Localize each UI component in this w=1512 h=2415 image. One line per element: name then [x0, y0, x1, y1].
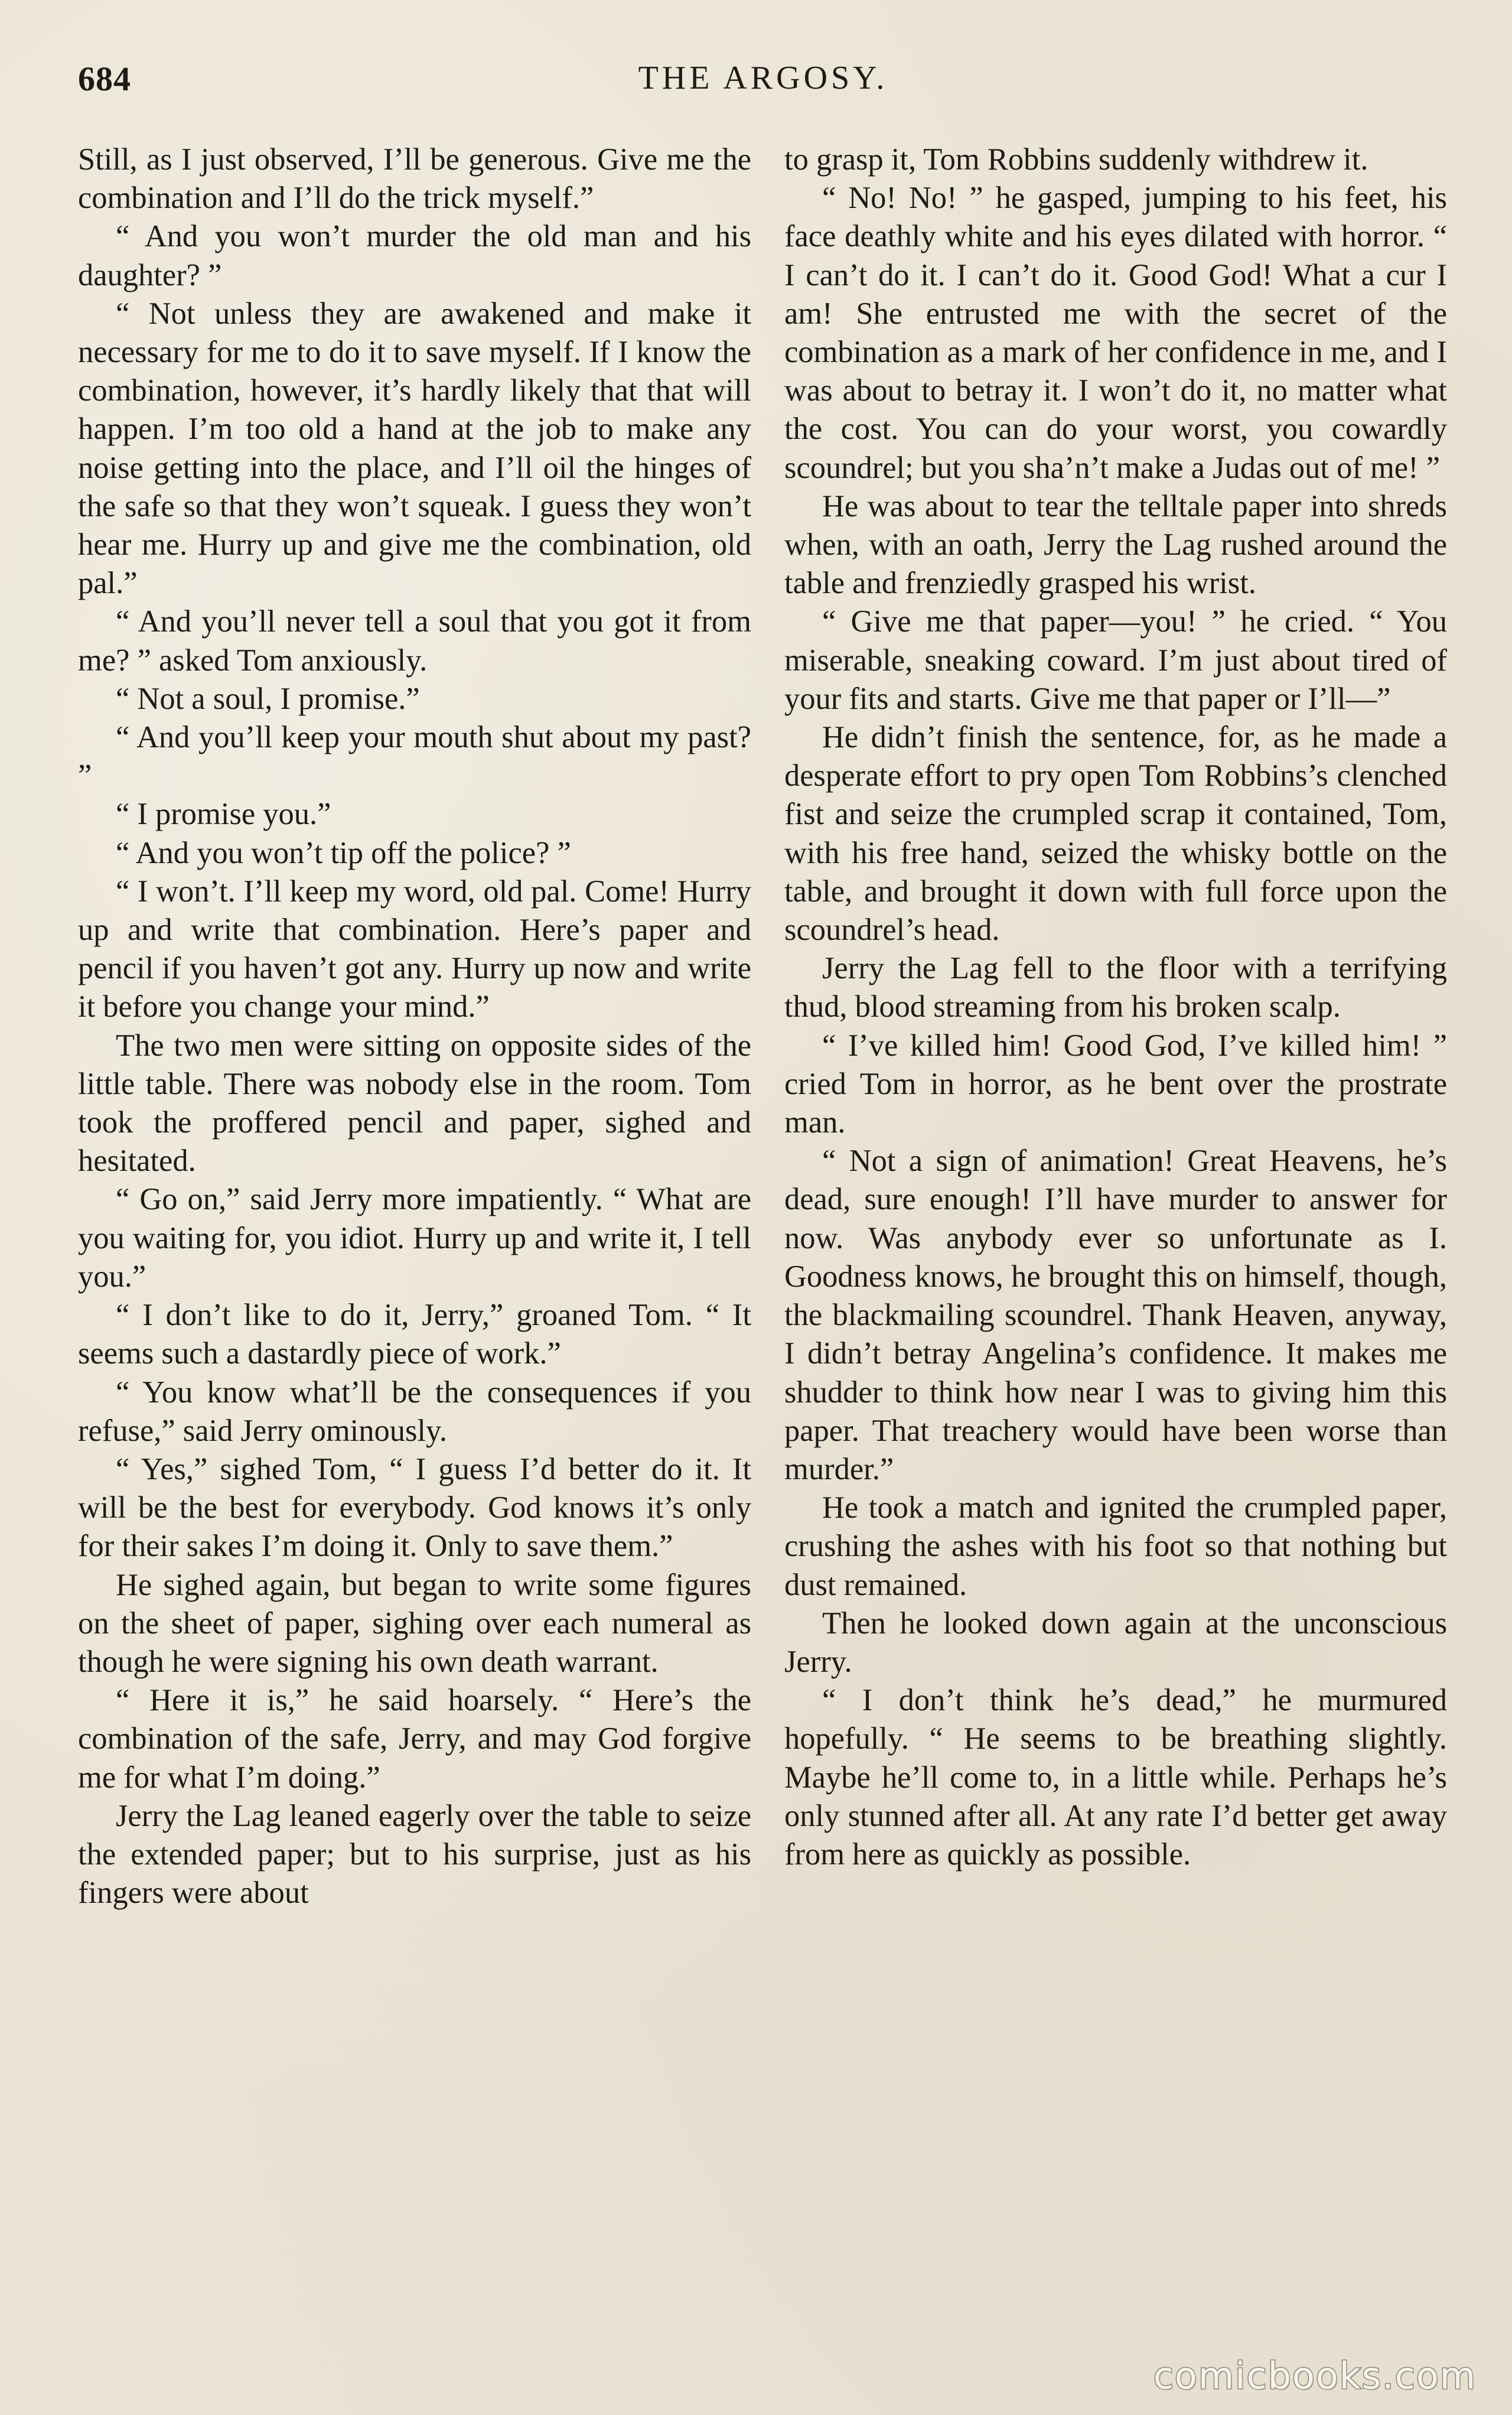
paragraph: He took a match and ignited the crumpled paper, crushing the ashes with his foot so that nothing but dust remained. — [784, 1490, 1447, 1602]
paragraph: “ And you won’t tip off the police? ” — [116, 835, 571, 870]
page-header — [78, 59, 1448, 112]
paragraph: “ And you’ll keep your mouth shut about my past? ” — [78, 720, 751, 793]
paragraph: “ Give me that paper—you! ” he cried. “ You miserable, sneaking coward. I’m just about tired of your fits and starts. Give me that paper or I’ll—” — [784, 604, 1447, 716]
paragraph: “ Yes,” sighed Tom, “ I guess I’d better do it. It will be the best for everybody. God knows it’s only for their sakes I’m doing it. Only to save them.” — [78, 1451, 751, 1564]
paragraph: “ I won’t. I’ll keep my word, old pal. Come! Hurry up and write that combination. Here’s paper and pencil if you haven’t got any. Hurry up now and write it before you change your mind.” — [78, 874, 751, 1024]
paragraph: “ Go on,” said Jerry more impatiently. “ What are you waiting for, you idiot. Hurry up and write it, I tell you.” — [78, 1182, 751, 1294]
paragraph: He sighed again, but began to write some figures on the sheet of paper, sighing over each numeral as though he were signing his own death warrant. — [78, 1567, 751, 1679]
paragraph: The two men were sitting on opposite sides of the little table. There was nobody else in the room. Tom took the proffered pencil and paper, sighed and hesitated. — [78, 1028, 751, 1179]
paragraph: “ I promise you.” — [116, 797, 331, 832]
paragraph: “ You know what’ll be the consequences if you refuse,” said Jerry ominously. — [78, 1375, 751, 1448]
paragraph: Jerry the Lag fell to the floor with a terrifying thud, blood streaming from his broken scalp. — [784, 951, 1447, 1024]
paragraph: Still, as I just observed, I’ll be generous. Give me the combination and I’ll do the trick myself.” — [78, 142, 751, 216]
paragraph: “ Not a sign of animation! Great Heavens, he’s dead, sure enough! I’ll have murder to answer for now. Was anybody ever so unfortunate as I. Goodness knows, he brought this on himself, though, the blackmailing scoundrel. Thank Heaven, anyway, I didn’t betray Angelina’s confidence. It makes me shudder to think how near I was to giving him this paper. That treachery would have been worse than murder.” — [784, 1144, 1447, 1486]
watermark-logo: comicbooks.com — [1153, 2354, 1477, 2397]
paragraph: “ I don’t like to do it, Jerry,” groaned Tom. “ It seems such a dastardly piece of work.” — [78, 1298, 751, 1371]
paragraph: to grasp it, Tom Robbins suddenly withdrew it. — [784, 142, 1368, 177]
paragraph: “ I’ve killed him! Good God, I’ve killed him! ” cried Tom in horror, as he bent over the prostrate man. — [784, 1028, 1447, 1140]
paragraph: Then he looked down again at the unconscious Jerry. — [784, 1606, 1447, 1679]
running-head: THE ARGOSY. — [638, 60, 888, 96]
paragraph: “ Not unless they are awakened and make it necessary for me to do it to save myself. If I know the combination, however, it’s hardly likely that that will happen. I’m too old a hand at the job to make any noise getting into the place, and I’ll oil the hinges of the safe so that they won’t squeak. I guess they won’t hear me. Hurry up and give me the combination, old pal.” — [78, 296, 751, 601]
paragraph: Jerry the Lag leaned eagerly over the table to seize the extended paper; but to his surprise, just as his fingers were about — [78, 1798, 751, 1910]
paragraph: He didn’t finish the sentence, for, as he made a desperate effort to pry open Tom Robbins’s clenched fist and seize the crumpled scrap it contained, Tom, with his free hand, seized the whisky bottle on the table, and brought it down with full force upon the scoundrel’s head. — [784, 720, 1447, 948]
page-number: 684 — [78, 60, 131, 98]
paragraph: “ No! No! ” he gasped, jumping to his feet, his face deathly white and his eyes dilated with horror. “ I can’t do it. I can’t do it. Good God! What a cur I am! She entrusted me with the secret of the combination as a mark of her confidence in me, and I was about to betray it. I won’t do it, no matter what the cost. You can do your worst, you cowardly scoundrel; but you sha’n’t make a Judas out of me! ” — [784, 181, 1447, 485]
paragraph: “ Not a soul, I promise.” — [116, 681, 420, 716]
paragraph: “ Here it is,” he said hoarsely. “ Here’s the combination of the safe, Jerry, and may God forgive me for what I’m doing.” — [78, 1683, 751, 1795]
paragraph: He was about to tear the telltale paper into shreds when, with an oath, Jerry the Lag rushed around the table and frenziedly grasped his wrist. — [784, 489, 1447, 601]
paragraph: “ And you’ll never tell a soul that you got it from me? ” asked Tom anxiously. — [78, 604, 751, 678]
right-column — [784, 141, 1447, 1874]
paragraph: “ And you won’t murder the old man and his daughter? ” — [78, 219, 751, 292]
paragraph: “ I don’t think he’s dead,” he murmured hopefully. “ He seems to be breathing slightly. Maybe he’ll come to, in a little while. Perhaps he’s only stunned after all. At any rate I’d better get away from here as quickly as possible. — [784, 1683, 1447, 1872]
left-column — [78, 141, 751, 1912]
